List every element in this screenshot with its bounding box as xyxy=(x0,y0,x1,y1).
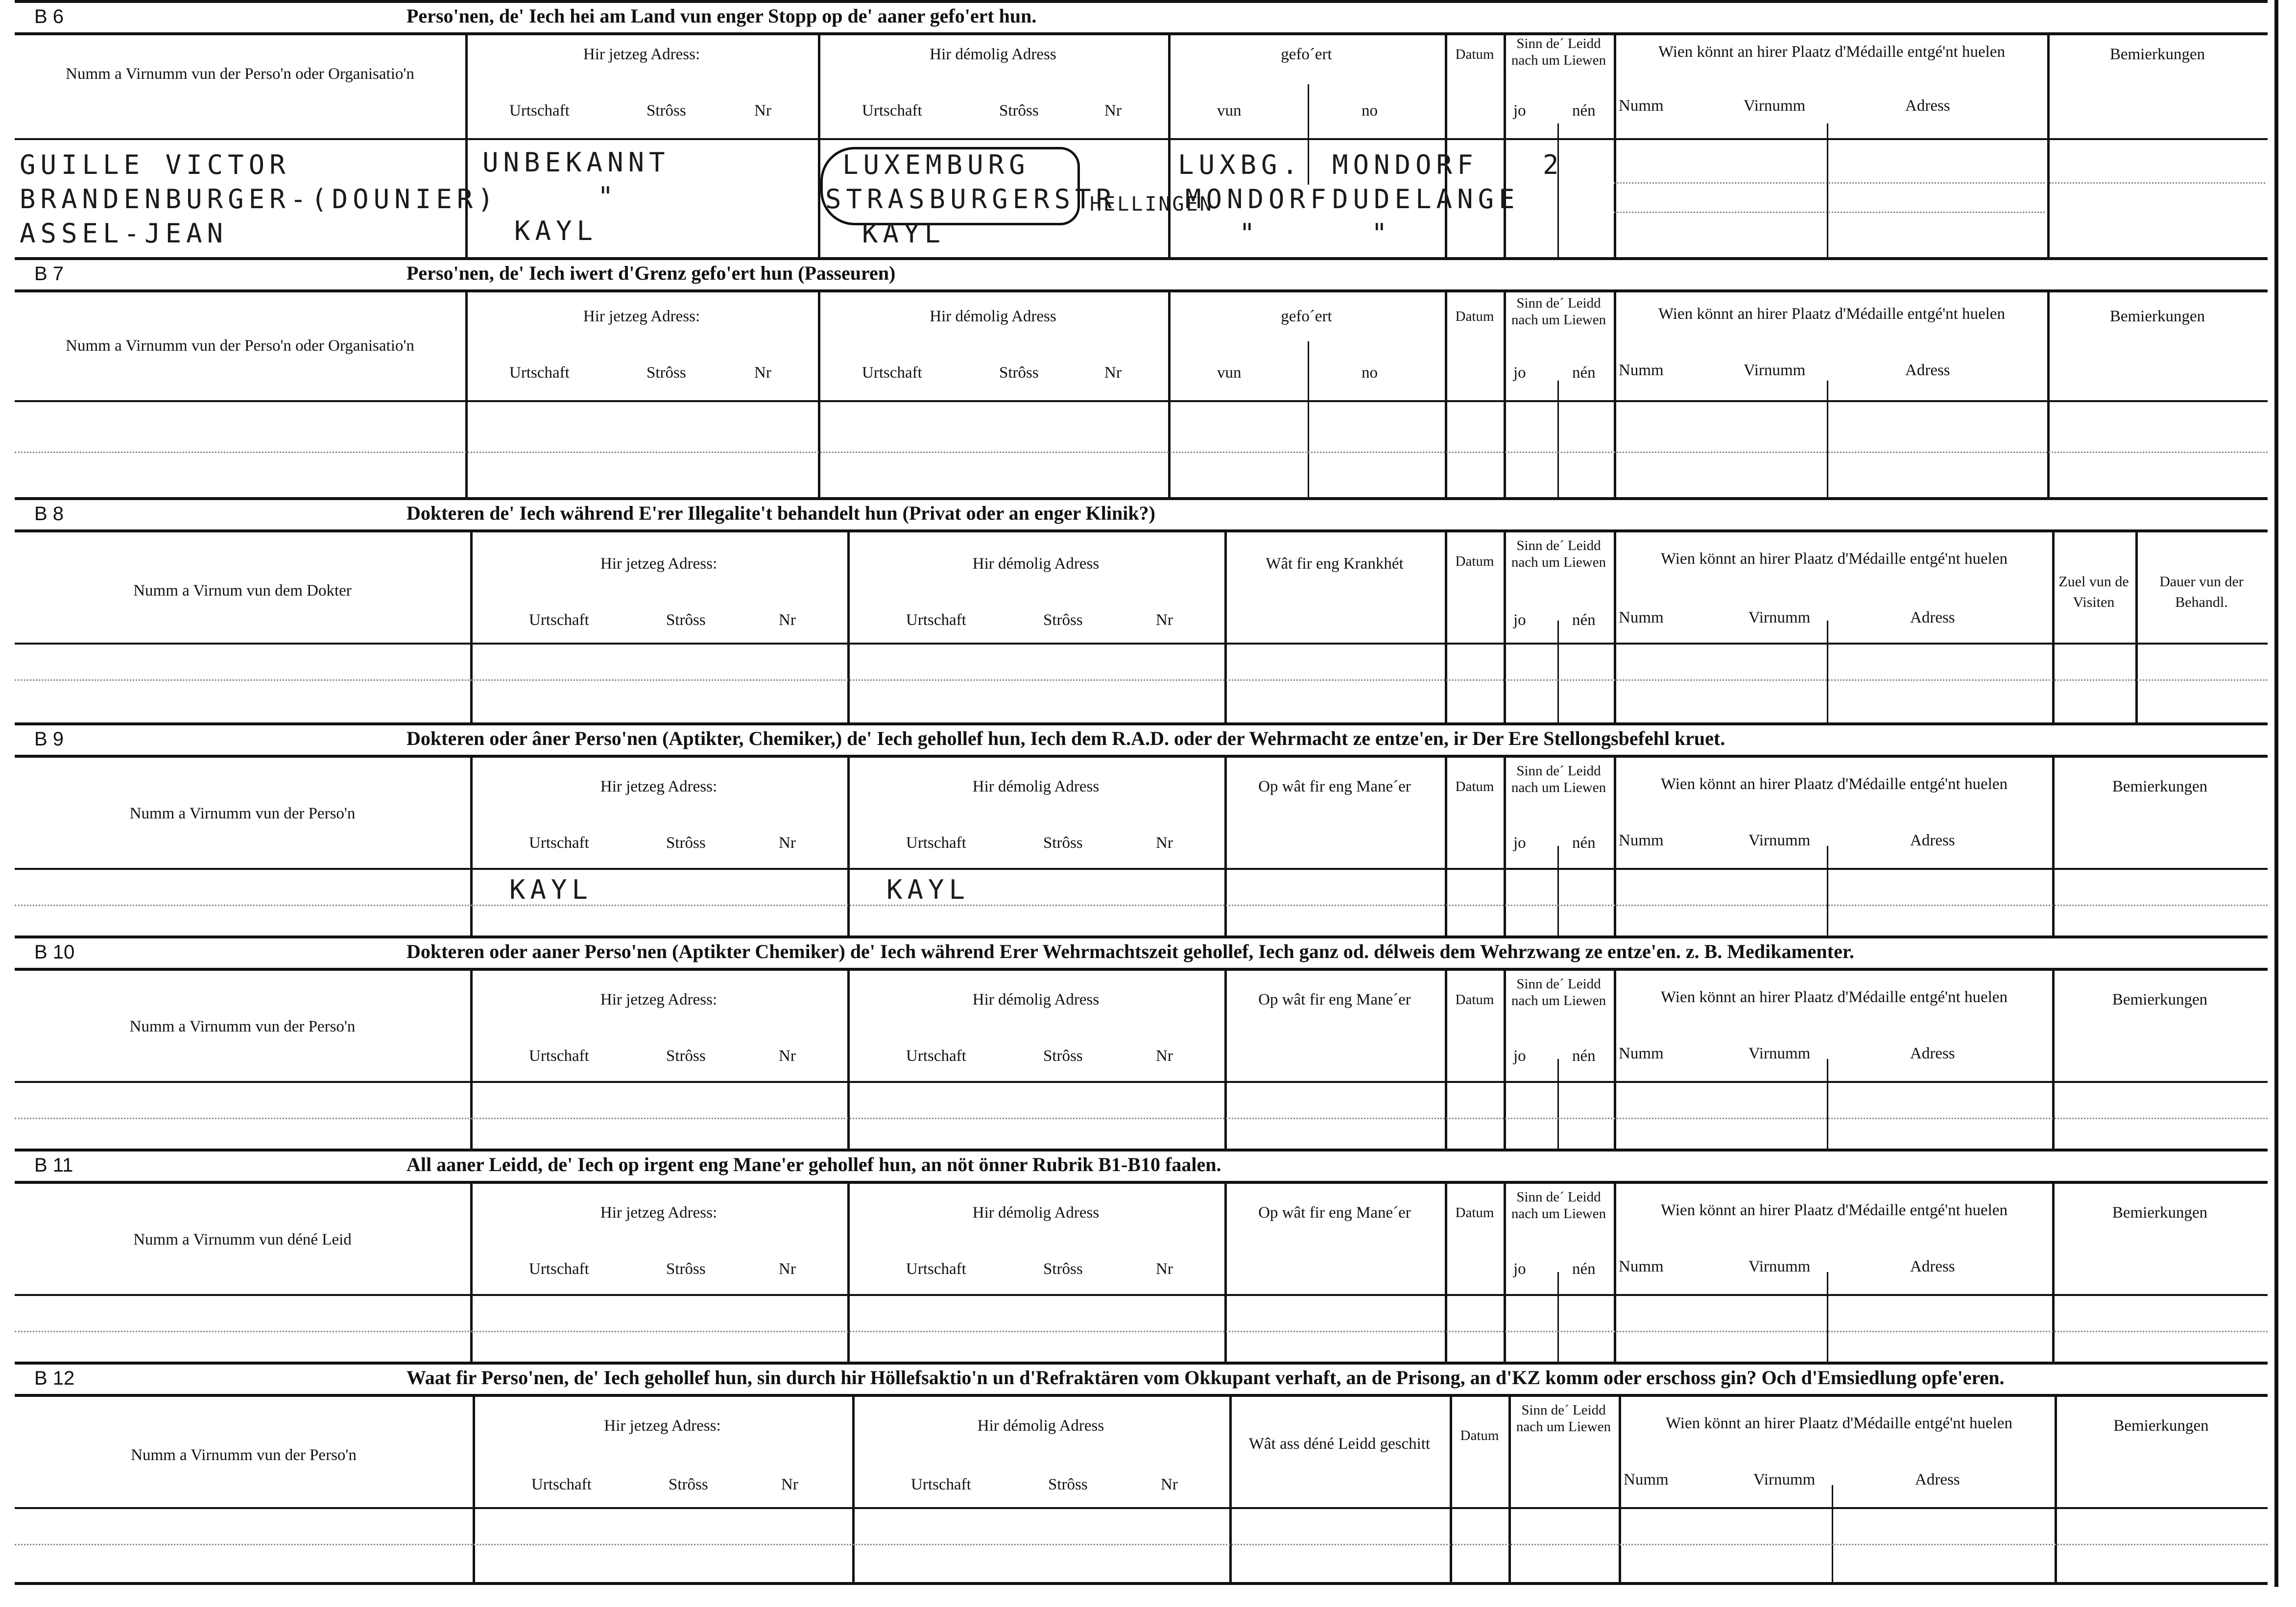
medal-name-header: Numm xyxy=(1619,609,1664,626)
alive-header: Sinn de´ Leidd nach um Liewen xyxy=(1516,1402,1611,1435)
locality-header: Urtschaft xyxy=(509,102,570,120)
handwritten-former: KAYL xyxy=(862,218,946,249)
date-header: Datum xyxy=(1455,992,1494,1007)
current-address-header: Hir jetzeg Adress: xyxy=(600,1204,718,1222)
locality-header: Urtschaft xyxy=(906,1047,966,1065)
no-header: nén xyxy=(1572,1260,1596,1278)
medal-name-header: Numm xyxy=(1619,832,1664,849)
name-header: Numm a Virnumm vun der Perso'n xyxy=(131,1446,357,1464)
street-header: Strôss xyxy=(1043,611,1083,629)
section-title: Dokteren de' Iech während E'rer Illegalite't behandelt hun (Privat oder an enger Klinik?) xyxy=(407,502,1155,524)
current-address-header: Hir jetzeg Adress: xyxy=(600,555,718,573)
street-header: Strôss xyxy=(666,1047,706,1065)
handwritten-to: " xyxy=(1371,218,1392,249)
street-header: Strôss xyxy=(1043,834,1083,852)
number-header: Nr xyxy=(1161,1476,1178,1493)
yes-header: jo xyxy=(1513,102,1526,120)
street-header: Strôss xyxy=(1043,1260,1083,1278)
no-header: nén xyxy=(1572,1047,1596,1065)
transported-header: gefo´ert xyxy=(1281,308,1332,325)
yes-header: jo xyxy=(1513,834,1526,852)
medal-address-header: Adress xyxy=(1910,832,1955,849)
alive-header: Sinn de´ Leidd nach um Liewen xyxy=(1511,976,1606,1008)
name-header: Numm a Virnumm vun der Perso'n oder Organisatio'n xyxy=(66,65,414,83)
medal-name-header: Numm xyxy=(1624,1471,1669,1488)
medal-address-header: Adress xyxy=(1910,609,1955,626)
section-code: B 7 xyxy=(34,263,64,285)
name-header: Numm a Virnumm vun déné Leid xyxy=(133,1231,352,1248)
disease-header: Wât fir eng Krankhét xyxy=(1266,555,1404,573)
what-happened-header: Wât ass déné Leidd geschitt xyxy=(1248,1435,1431,1453)
handwritten-name: GUILLE VICTOR xyxy=(20,149,290,180)
from-header: vun xyxy=(1217,364,1242,382)
street-header: Strôss xyxy=(669,1476,708,1493)
street-header: Strôss xyxy=(1048,1476,1088,1493)
number-header: Nr xyxy=(1104,364,1122,382)
handwritten-to: MONDORF xyxy=(1332,149,1478,180)
section-title: Perso'nen, de' Iech hei am Land vun enger Stopp op de' aaner gefo'ert hun. xyxy=(407,5,1037,27)
handwritten-to: DUDELANGE xyxy=(1332,184,1520,215)
street-header: Strôss xyxy=(666,611,706,629)
handwritten-current: " xyxy=(598,181,619,212)
medal-address-header: Adress xyxy=(1915,1471,1960,1488)
number-header: Nr xyxy=(781,1476,798,1493)
section-b11 xyxy=(15,1149,2268,1362)
medal-address-header: Adress xyxy=(1905,361,1950,379)
former-address-header: Hir démolig Adress xyxy=(972,1204,1100,1222)
street-header: Strôss xyxy=(646,364,686,382)
locality-header: Urtschaft xyxy=(862,102,922,120)
medal-header: Wien könnt an hirer Plaatz d'Médaille entgé'nt huelen xyxy=(1658,43,2005,61)
alive-header: Sinn de´ Leidd nach um Liewen xyxy=(1511,36,1606,68)
yes-header: jo xyxy=(1513,1260,1526,1278)
manner-header: Op wât fir eng Mane´er xyxy=(1258,1204,1411,1222)
section-b8 xyxy=(15,497,2268,722)
from-header: vun xyxy=(1217,102,1242,120)
medal-address-header: Adress xyxy=(1910,1258,1955,1275)
yes-header: jo xyxy=(1513,364,1526,382)
visits-header: Zuel vun de Visiten xyxy=(2058,574,2129,610)
section-code: B 8 xyxy=(34,503,64,525)
table xyxy=(15,289,2268,500)
medal-header: Wien könnt an hirer Plaatz d'Médaille entgé'nt huelen xyxy=(1661,550,2008,568)
number-header: Nr xyxy=(779,834,796,852)
former-address-header: Hir démolig Adress xyxy=(972,778,1100,795)
locality-header: Urtschaft xyxy=(862,364,922,382)
locality-header: Urtschaft xyxy=(529,834,589,852)
medal-name-header: Numm xyxy=(1619,361,1664,379)
section-code: B 10 xyxy=(34,941,75,963)
remarks-header: Bemierkungen xyxy=(2112,1204,2208,1222)
medal-name-header: Numm xyxy=(1619,1258,1664,1275)
no-header: nén xyxy=(1572,611,1596,629)
handwritten-former: LUXEMBURG xyxy=(842,149,1030,180)
handwritten-yes: 2 xyxy=(1543,149,1564,180)
handwritten-former: KAYL xyxy=(886,874,970,905)
name-header: Numm a Virnumm vun der Perso'n xyxy=(129,805,356,822)
no-header: nén xyxy=(1572,364,1596,382)
former-address-header: Hir démolig Adress xyxy=(930,46,1056,63)
street-header: Strôss xyxy=(999,364,1039,382)
medal-address-header: Adress xyxy=(1905,97,1950,115)
table xyxy=(15,32,2268,260)
handwritten-from: MONDORF xyxy=(1185,184,1331,215)
handwritten-current: KAYL xyxy=(514,216,598,246)
medal-firstname-header: Virnumm xyxy=(1748,1045,1811,1062)
date-header: Datum xyxy=(1455,553,1494,569)
former-address-header: Hir démolig Adress xyxy=(977,1417,1104,1435)
former-address-header: Hir démolig Adress xyxy=(972,991,1100,1008)
yes-header: jo xyxy=(1513,1047,1526,1065)
medal-header: Wien könnt an hirer Plaatz d'Médaille entgé'nt huelen xyxy=(1661,775,2008,793)
alive-header: Sinn de´ Leidd nach um Liewen xyxy=(1511,538,1606,570)
medal-firstname-header: Virnumm xyxy=(1748,609,1811,626)
handwritten-from: LUXBG. xyxy=(1178,149,1303,180)
section-b7 xyxy=(15,257,2268,497)
number-header: Nr xyxy=(754,102,771,120)
remarks-header: Bemierkungen xyxy=(2112,778,2208,795)
street-header: Strôss xyxy=(999,102,1039,120)
street-header: Strôss xyxy=(666,1260,706,1278)
locality-header: Urtschaft xyxy=(911,1476,971,1493)
medal-firstname-header: Virnumm xyxy=(1748,1258,1811,1275)
bottom-line xyxy=(15,1582,2268,1585)
section-b12 xyxy=(15,1362,2268,1582)
table xyxy=(15,1181,2268,1365)
locality-header: Urtschaft xyxy=(509,364,570,382)
current-address-header: Hir jetzeg Adress: xyxy=(600,991,718,1008)
medal-firstname-header: Virnumm xyxy=(1744,361,1806,379)
name-header: Numm a Virnumm vun der Perso'n xyxy=(129,1018,356,1035)
former-address-header: Hir démolig Adress xyxy=(930,308,1056,325)
date-header: Datum xyxy=(1455,1205,1494,1221)
table xyxy=(15,529,2268,725)
medal-header: Wien könnt an hirer Plaatz d'Médaille entgé'nt huelen xyxy=(1658,305,2005,323)
medal-name-header: Numm xyxy=(1619,1045,1664,1062)
no-header: nén xyxy=(1572,834,1596,852)
to-header: no xyxy=(1362,102,1378,120)
number-header: Nr xyxy=(1156,834,1173,852)
medal-header: Wien könnt an hirer Plaatz d'Médaille entgé'nt huelen xyxy=(1666,1415,2012,1432)
locality-header: Urtschaft xyxy=(531,1476,592,1493)
table xyxy=(15,1394,2268,1585)
date-header: Datum xyxy=(1455,309,1494,324)
right-frame-line xyxy=(2274,0,2278,1587)
current-address-header: Hir jetzeg Adress: xyxy=(583,308,700,325)
handwritten-former-extra: HELLINGEN xyxy=(1090,193,1214,216)
section-title: Perso'nen, de' Iech iwert d'Grenz gefo'ert hun (Passeuren) xyxy=(407,262,896,284)
date-header: Datum xyxy=(1460,1428,1499,1443)
remarks-header: Bemierkungen xyxy=(2109,308,2205,325)
name-header: Numm a Virnum vun dem Dokter xyxy=(133,582,352,600)
number-header: Nr xyxy=(754,364,771,382)
medal-header: Wien könnt an hirer Plaatz d'Médaille entgé'nt huelen xyxy=(1661,1201,2008,1219)
number-header: Nr xyxy=(1104,102,1122,120)
to-header: no xyxy=(1362,364,1378,382)
alive-header: Sinn de´ Leidd nach um Liewen xyxy=(1511,763,1606,795)
manner-header: Op wât fir eng Mane´er xyxy=(1258,778,1411,795)
handwritten-from: " xyxy=(1239,218,1260,249)
number-header: Nr xyxy=(779,1047,796,1065)
locality-header: Urtschaft xyxy=(906,834,966,852)
transported-header: gefo´ert xyxy=(1281,46,1332,63)
section-b6 xyxy=(15,0,2268,257)
section-title: Dokteren oder aaner Perso'nen (Aptikter Chemiker) de' Iech während Erer Wehrmachtszeit gehollef, Iech ganz od. délweis dem Wehrzwang ze entze'en. z. B. Medikamenter. xyxy=(407,940,1854,962)
section-b9 xyxy=(15,722,2268,935)
medal-address-header: Adress xyxy=(1910,1045,1955,1062)
street-header: Strôss xyxy=(666,834,706,852)
number-header: Nr xyxy=(1156,1260,1173,1278)
street-header: Strôss xyxy=(646,102,686,120)
date-header: Datum xyxy=(1455,47,1494,62)
locality-header: Urtschaft xyxy=(906,611,966,629)
locality-header: Urtschaft xyxy=(529,1260,589,1278)
number-header: Nr xyxy=(779,611,796,629)
medal-firstname-header: Virnumm xyxy=(1744,97,1806,115)
handwritten-current: UNBEKANNT xyxy=(482,147,670,178)
remarks-header: Bemierkungen xyxy=(2113,1417,2209,1435)
section-code: B 11 xyxy=(34,1154,73,1176)
section-title: Waat fir Perso'nen, de' Iech gehollef hun, sin durch hir Höllefsaktio'n un d'Refraktären vom Okkupant verhaft, an de Prisong, an d'KZ komm oder erschoss gin? Och d'Emsiedlung opfe'eren. xyxy=(407,1367,2005,1389)
name-header: Numm a Virnumm vun der Perso'n oder Organisatio'n xyxy=(66,337,414,355)
medal-name-header: Numm xyxy=(1619,97,1664,115)
section-code: B 6 xyxy=(34,6,64,27)
number-header: Nr xyxy=(1156,1047,1173,1065)
locality-header: Urtschaft xyxy=(906,1260,966,1278)
locality-header: Urtschaft xyxy=(529,1047,589,1065)
medal-firstname-header: Virnumm xyxy=(1748,832,1811,849)
street-header: Strôss xyxy=(1043,1047,1083,1065)
current-address-header: Hir jetzeg Adress: xyxy=(583,46,700,63)
former-address-header: Hir démolig Adress xyxy=(972,555,1100,573)
section-title: Dokteren oder âner Perso'nen (Aptikter, Chemiker,) de' Iech gehollef hun, Iech dem R.A.D. oder der Wehrmacht ze entze'en, ir Der Ere Stellongsbefehl kruet. xyxy=(407,727,1725,749)
handwritten-current: KAYL xyxy=(509,874,593,905)
table xyxy=(15,755,2268,938)
number-header: Nr xyxy=(1156,611,1173,629)
number-header: Nr xyxy=(779,1260,796,1278)
section-code: B 12 xyxy=(34,1367,75,1389)
remarks-header: Bemierkungen xyxy=(2112,991,2208,1008)
date-header: Datum xyxy=(1455,779,1494,794)
section-b10 xyxy=(15,935,2268,1149)
table xyxy=(15,968,2268,1151)
current-address-header: Hir jetzeg Adress: xyxy=(600,778,718,795)
handwritten-name: BRANDENBURGER-(DOUNIER) xyxy=(20,184,499,215)
remarks-header: Bemierkungen xyxy=(2109,46,2205,63)
no-header: nén xyxy=(1572,102,1596,120)
handwritten-former: STRASBURGERSTR xyxy=(825,184,1117,215)
current-address-header: Hir jetzeg Adress: xyxy=(604,1417,721,1435)
duration-header: Dauer vun der Behandl. xyxy=(2159,574,2244,610)
alive-header: Sinn de´ Leidd nach um Liewen xyxy=(1511,295,1606,328)
locality-header: Urtschaft xyxy=(529,611,589,629)
yes-header: jo xyxy=(1513,611,1526,629)
section-code: B 9 xyxy=(34,728,64,750)
medal-firstname-header: Virnumm xyxy=(1753,1471,1816,1488)
alive-header: Sinn de´ Leidd nach um Liewen xyxy=(1511,1189,1606,1222)
section-title: All aaner Leidd, de' Iech op irgent eng Mane'er gehollef hun, an nöt önner Rubrik B1-B10 faalen. xyxy=(407,1153,1221,1175)
medal-header: Wien könnt an hirer Plaatz d'Médaille entgé'nt huelen xyxy=(1661,988,2008,1006)
manner-header: Op wât fir eng Mane´er xyxy=(1258,991,1411,1008)
handwritten-name: ASSEL-JEAN xyxy=(20,218,228,249)
